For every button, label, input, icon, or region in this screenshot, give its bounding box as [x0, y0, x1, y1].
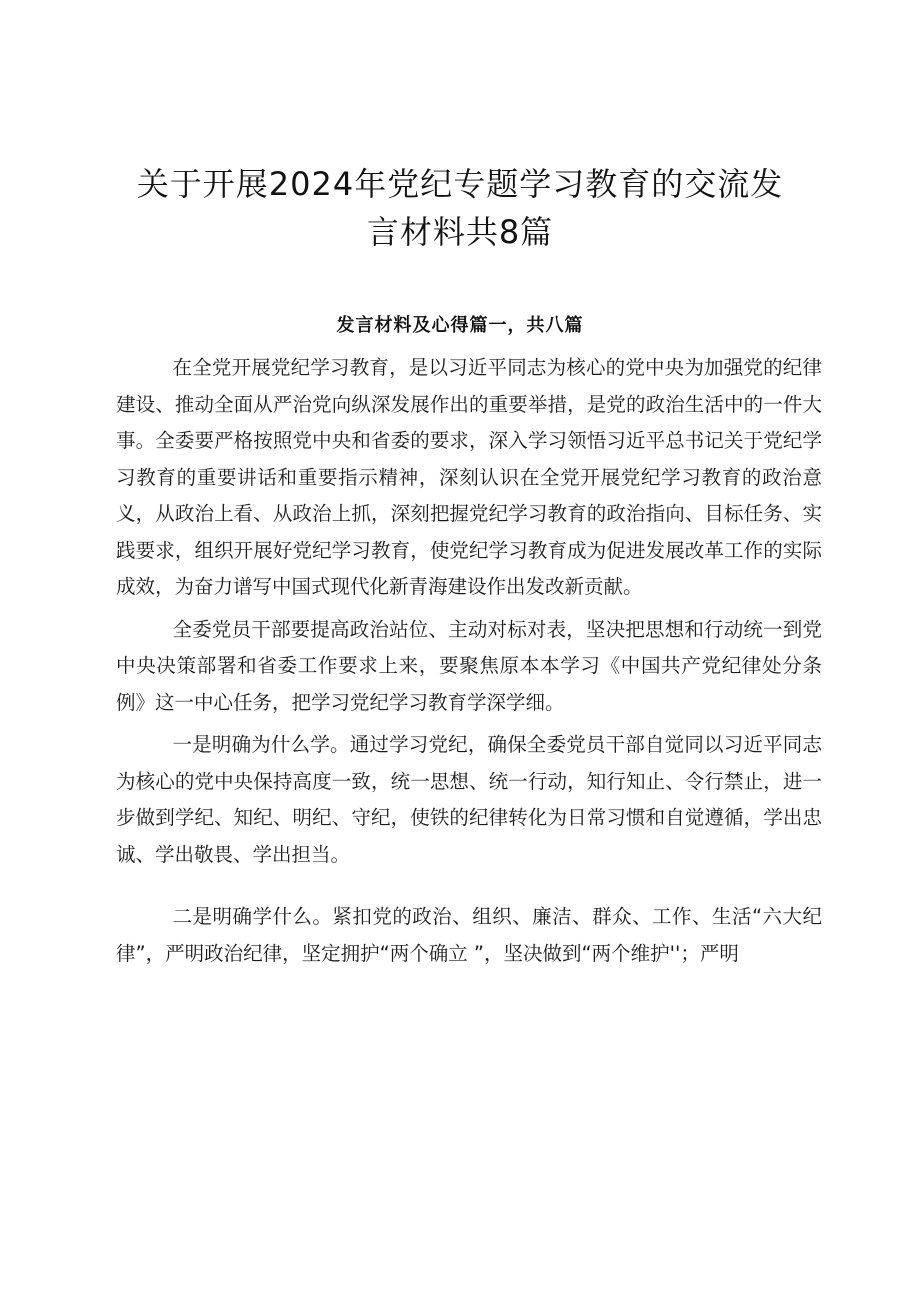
document-title-line-2: 言材料共8篇 — [366, 213, 554, 251]
body-paragraph-3: 一是明确为什么学。通过学习党纪，确保全委党员干部自觉同以习近平同志为核心的党中央保持高度一致，统一思想、统一行动，知行知止、令行禁止，进一步做到学纪、知纪、明纪、守纪，使铁的纪律转化为日常习惯和自觉遵循，学出忠诚、学出敬畏、学出担当。 — [116, 733, 822, 866]
document-title-line-1: 关于开展2024年党纪专题学习教育的交流发 — [136, 165, 784, 203]
document-title — [100, 160, 820, 256]
body-paragraph-2: 全委党员干部要提高政治站位、主动对标对表，坚决把思想和行动统一到党中央决策部署和省委工作要求上来，要聚焦原本本学习《中国共产党纪律处分条例》这一中心任务，把学习党纪学习教育学深学细。 — [116, 617, 822, 714]
body-paragraph-1: 在全党开展党纪学习教育，是以习近平同志为核心的党中央为加强党的纪律建设、推动全面从严治党向纵深发展作出的重要举措，是党的政治生活中的一件大事。全委要严格按照党中央和省委的要求，深入学习领悟习近平总书记关于党纪学习教育的重要讲话和重要指示精神，深刻认识在全党开展党纪学习教育的政治意义，从政治上看、从政治上抓，深刻把握党纪学习教育的政治指向、目标任务、实践要求，组织开展好党纪学习教育，使党纪学习教育成为促进发展改革工作的实际成效，为奋力谱写中国式现代化新青海建设作出发改新贡献。 — [116, 356, 822, 598]
section-subtitle: 发言材料及心得篇一，共八篇 — [336, 315, 584, 336]
document-body — [116, 350, 822, 978]
body-paragraph-4: 二是明确学什么。紧扣党的政治、组织、廉洁、群众、工作、生活“六大纪律”，严明政治纪律，坚定拥护“两个确立 ”，坚决做到“两个维护''；严明 — [116, 905, 822, 965]
